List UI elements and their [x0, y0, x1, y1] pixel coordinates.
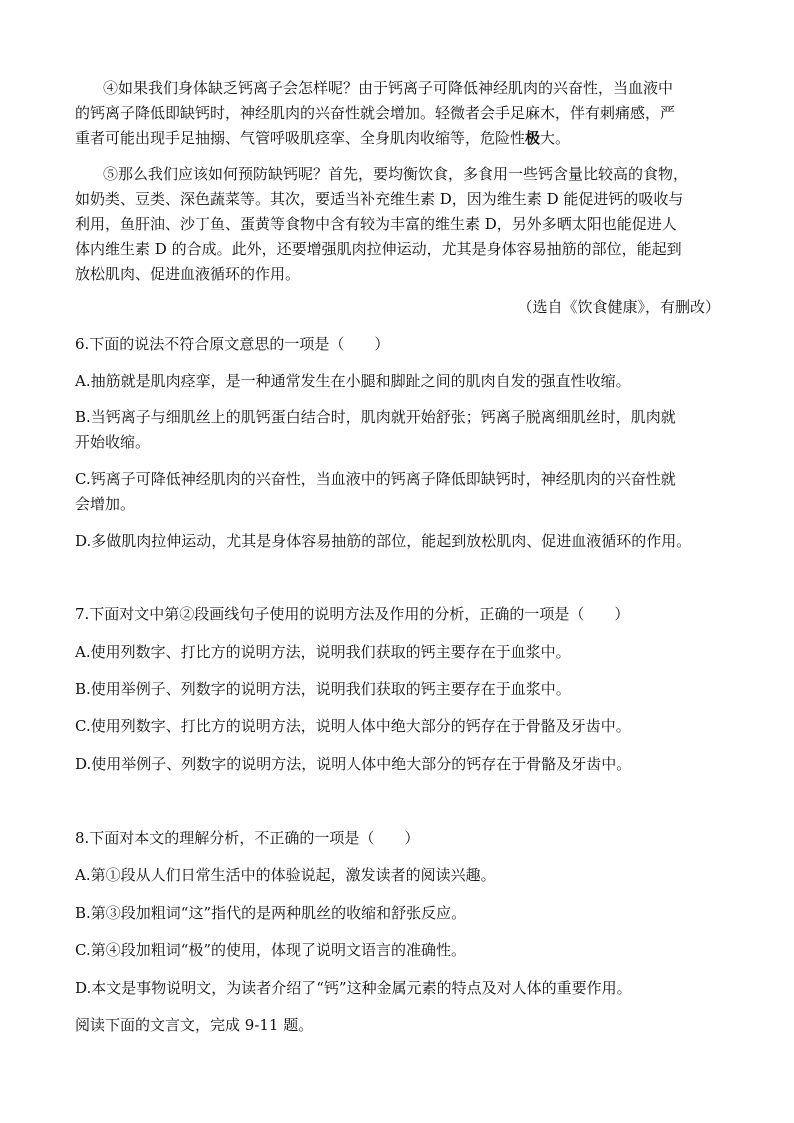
q6-option-b-line-2: 开始收缩。	[75, 433, 151, 451]
q6-option-a: A.抽筋就是肌肉痉挛，是一种通常发生在小腿和脚趾之间的肌肉自发的强直性收缩。	[75, 372, 631, 390]
q8-option-d: D.本文是事物说明文，为读者介绍了“钙”这种金属元素的特点及对人体的重要作用。	[75, 979, 632, 997]
q8-option-a: A.第①段从人们日常生活中的体验说起，激发读者的阅读兴趣。	[75, 866, 496, 884]
q7-option-a: A.使用列数字、打比方的说明方法，说明我们获取的钙主要存在于血浆中。	[75, 643, 571, 661]
q6-option-c-line-1: C.钙离子可降低神经肌肉的兴奋性，当血液中的钙离子降低即缺钙时，神经肌肉的兴奋性就	[75, 470, 676, 488]
q7-option-c: C.使用列数字、打比方的说明方法，说明人体中绝大部分的钙存在于骨骼及牙齿中。	[75, 717, 631, 735]
passage-source: （选自《饮食健康》，有删改）	[517, 298, 720, 316]
next-section-instruction: 阅读下面的文言文，完成 9-11 题。	[75, 1016, 314, 1034]
passage-p5-line-1: ⑤那么我们应该如何预防缺钙呢？首先，要均衡饮食，多食用一些钙含量比较高的食物，	[103, 165, 689, 183]
bold-word-ji: 极	[525, 129, 541, 147]
q7-option-b: B.使用举例子、列数字的说明方法，说明我们获取的钙主要存在于血浆中。	[75, 680, 571, 698]
passage-p4-line-1: ④如果我们身体缺乏钙离子会怎样呢？由于钙离子可降低神经肌肉的兴奋性，当血液中	[103, 79, 674, 97]
q7-option-d: D.使用举例子、列数字的说明方法，说明人体中绝大部分的钙存在于骨骼及牙齿中。	[75, 755, 632, 773]
passage-p4-line-3: 重者可能出现手足抽搦、气管呼吸肌痉挛、全身肌肉收缩等，危险性极大。	[75, 129, 571, 147]
passage-p5-line-2: 如奶类、豆类、深色蔬菜等。其次，要适当补充维生素 D，因为维生素 D 能促进钙的吸收与	[75, 190, 684, 208]
q7-stem: 7.下面对文中第②段画线句子使用的说明方法及作用的分析，正确的一项是（ ）	[75, 605, 630, 623]
q6-option-d: D.多做肌肉拉伸运动，尤其是身体容易抽筋的部位，能起到放松肌肉、促进血液循环的作用。	[75, 532, 692, 550]
q6-stem: 6.下面的说法不符合原文意思的一项是（ ）	[75, 335, 390, 353]
passage-p5-line-4: 体内维生素 D 的合成。此外，还要增强肌肉拉伸运动，尤其是身体容易抽筋的部位，能起到	[75, 240, 682, 258]
passage-p4-line-2: 的钙离子降低即缺钙时，神经肌肉的兴奋性就会增加。轻微者会手足麻木，伴有刺痛感，严	[75, 104, 676, 122]
q8-option-c: C.第④段加粗词“极”的使用，体现了说明文语言的准确性。	[75, 941, 467, 959]
q8-option-b: B.第③段加粗词“这”指代的是两种肌丝的收缩和舒张反应。	[75, 904, 467, 922]
passage-p5-line-3: 利用，鱼肝油、沙丁鱼、蛋黄等食物中含有较为丰富的维生素 D，另外多晒太阳也能促进人	[75, 215, 677, 233]
q8-stem: 8.下面对本文的理解分析，不正确的一项是（ ）	[75, 829, 420, 847]
q6-option-b-line-1: B.当钙离子与细肌丝上的肌钙蛋白结合时，肌肉就开始舒张；钙离子脱离细肌丝时，肌肉就	[75, 408, 676, 426]
passage-p5-line-5: 放松肌肉、促进血液循环的作用。	[75, 265, 301, 283]
q6-option-c-line-2: 会增加。	[75, 495, 136, 513]
